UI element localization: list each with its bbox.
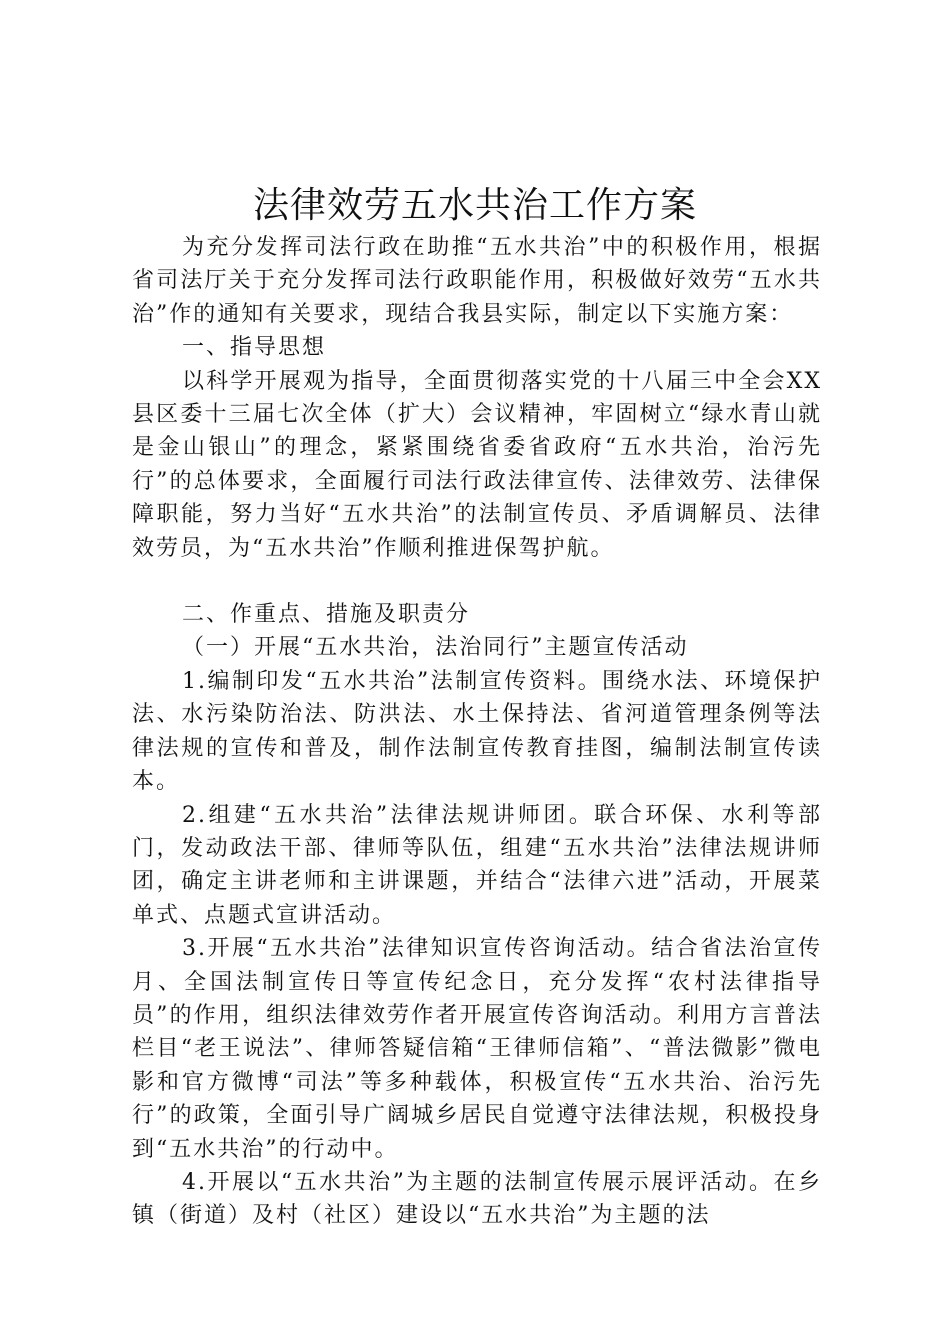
heading-key-tasks: 二、作重点、措施及职责分 — [182, 602, 471, 628]
paragraph-guiding-ideology: 以科学开展观为指导，全面贯彻落实党的十八届三中全会XX县区委十三届七次全体（扩大）会议精神，牢固树立“绿水青山就是金山银山”的理念，紧紧围绕省委省政府“五水共治，治污先行”的总体要求，全面履行司法行政法律宣传、法律效劳、法律保障职能，努力当好“五水共治”的法制宣传员、矛盾调解员、法律效劳员，为“五水共治”作顺利推进保驾护航。 — [132, 368, 822, 561]
document-title: 法律效劳五水共治工作方案 — [252, 185, 697, 226]
paragraph-item-3: 3.开展“五水共治”法律知识宣传咨询活动。结合省法治宣传月、全国法制宣传日等宣传纪念日，充分发挥“农村法律指导员”的作用，组织法律效劳作者开展宣传咨询活动。利用方言普法栏目“老王说法”、律师答疑信箱“王律师信箱”、“普法微影”微电影和官方微博“司法”等多种载体，积极宣传“五水共治、治污先行”的政策，全面引导广阔城乡居民自觉遵守法律法规，积极投身到“五水共治”的行动中。 — [132, 936, 822, 1162]
paragraph-item-1: 1.编制印发“五水共治”法制宣传资料。围绕水法、环境保护法、水污染防治法、防洪法、水土保持法、省河道管理条例等法律法规的宣传和普及，制作法制宣传教育挂图，编制法制宣传读本。 — [132, 668, 822, 795]
paragraph-intro: 为充分发挥司法行政在助推“五水共治”中的积极作用，根据省司法厅关于充分发挥司法行政职能作用，积极做好效劳“五水共治”作的通知有关要求，现结合我县实际，制定以下实施方案： — [132, 235, 822, 327]
paragraph-item-4: 4.开展以“五水共治”为主题的法制宣传展示展评活动。在乡镇（街道）及村（社区）建设以“五水共治”为主题的法 — [132, 1169, 822, 1229]
subheading-theme-campaign: （一）开展“五水共治，法治同行”主题宣传活动 — [182, 635, 689, 661]
paragraph-item-2: 2.组建“五水共治”法律法规讲师团。联合环保、水利等部门，发动政法干部、律师等队伍，组建“五水共治”法律法规讲师团，确定主讲老师和主讲课题，并结合“法律六进”活动，开展菜单式、点题式宣讲活动。 — [132, 802, 822, 928]
heading-guiding-ideology: 一、指导思想 — [182, 335, 327, 361]
document-body — [132, 231, 822, 1233]
